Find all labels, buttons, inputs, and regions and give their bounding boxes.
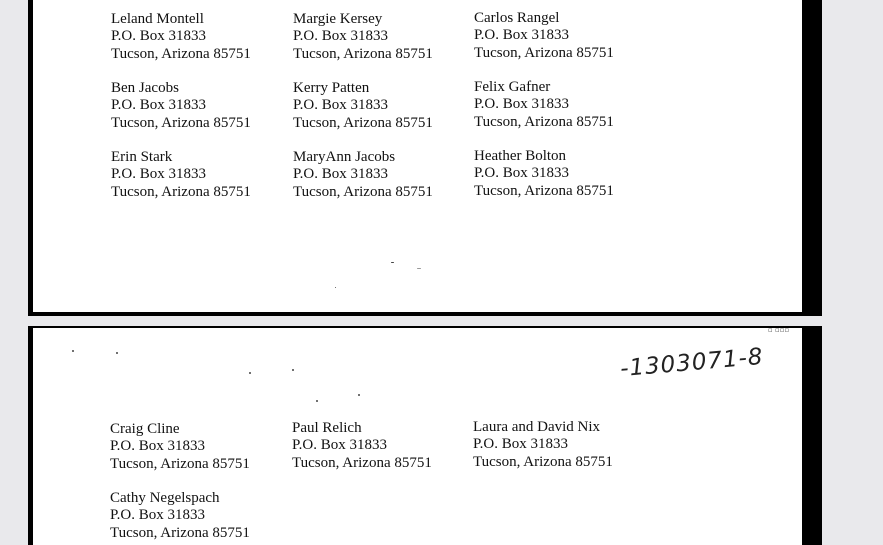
recipient-name: Margie Kersey [293,11,383,27]
address-line: P.O. Box 31833 [293,166,389,183]
address-label [473,419,613,471]
recipient-name: Cathy Negelspach [110,490,220,506]
document-page-1 [28,0,822,316]
address-label [474,148,614,200]
recipient-name: Laura and David Nix [473,419,601,435]
city-line: Tucson, Arizona 85751 [110,455,250,472]
recipient-name: Carlos Rangel [474,10,560,26]
address-line: P.O. Box 31833 [110,438,206,455]
address-line: P.O. Box 31833 [474,27,570,44]
address-label [474,79,614,131]
address-label [110,421,250,473]
scan-speck [116,352,118,354]
address-label [111,80,251,132]
city-line: Tucson, Arizona 85751 [111,45,251,62]
recipient-name: Ben Jacobs [111,80,179,96]
city-line: Tucson, Arizona 85751 [474,113,614,130]
scan-speck [417,268,421,269]
city-line: Tucson, Arizona 85751 [293,114,433,131]
address-line: P.O. Box 31833 [474,165,570,182]
address-line: P.O. Box 31833 [111,97,207,114]
recipient-name: Craig Cline [110,421,180,437]
address-label [293,11,433,63]
address-label [111,149,251,201]
scan-speck [249,372,251,374]
handwritten-note: -1303071-8 [619,343,765,383]
city-line: Tucson, Arizona 85751 [111,183,251,200]
scan-stamp-mark: ▫ ▫▫▫ [768,326,790,334]
address-label [293,80,433,132]
scan-speck [391,262,394,263]
scan-speck [292,369,294,371]
city-line: Tucson, Arizona 85751 [293,45,433,62]
address-line: P.O. Box 31833 [111,28,207,45]
city-line: Tucson, Arizona 85751 [111,114,251,131]
scan-speck [316,400,318,402]
scan-speck [335,287,336,288]
city-line: Tucson, Arizona 85751 [110,524,250,541]
address-label [293,149,433,201]
recipient-name: Heather Bolton [474,148,567,164]
city-line: Tucson, Arizona 85751 [293,183,433,200]
address-label [292,420,432,472]
address-label [110,490,250,542]
address-line: P.O. Box 31833 [473,436,569,453]
scan-speck [72,350,74,352]
address-label [474,10,614,62]
city-line: Tucson, Arizona 85751 [292,454,432,471]
address-line: P.O. Box 31833 [474,96,570,113]
scan-speck [358,394,360,396]
address-line: P.O. Box 31833 [111,166,207,183]
city-line: Tucson, Arizona 85751 [473,453,613,470]
address-line: P.O. Box 31833 [293,28,389,45]
recipient-name: Kerry Patten [293,80,370,96]
address-line: P.O. Box 31833 [292,437,388,454]
recipient-name: Felix Gafner [474,79,551,95]
document-page-2 [28,326,822,545]
address-line: P.O. Box 31833 [110,507,206,524]
city-line: Tucson, Arizona 85751 [474,182,614,199]
city-line: Tucson, Arizona 85751 [474,44,614,61]
recipient-name: MaryAnn Jacobs [293,149,396,165]
recipient-name: Leland Montell [111,11,204,27]
address-line: P.O. Box 31833 [293,97,389,114]
recipient-name: Paul Relich [292,420,362,436]
recipient-name: Erin Stark [111,149,173,165]
address-label [111,11,251,63]
